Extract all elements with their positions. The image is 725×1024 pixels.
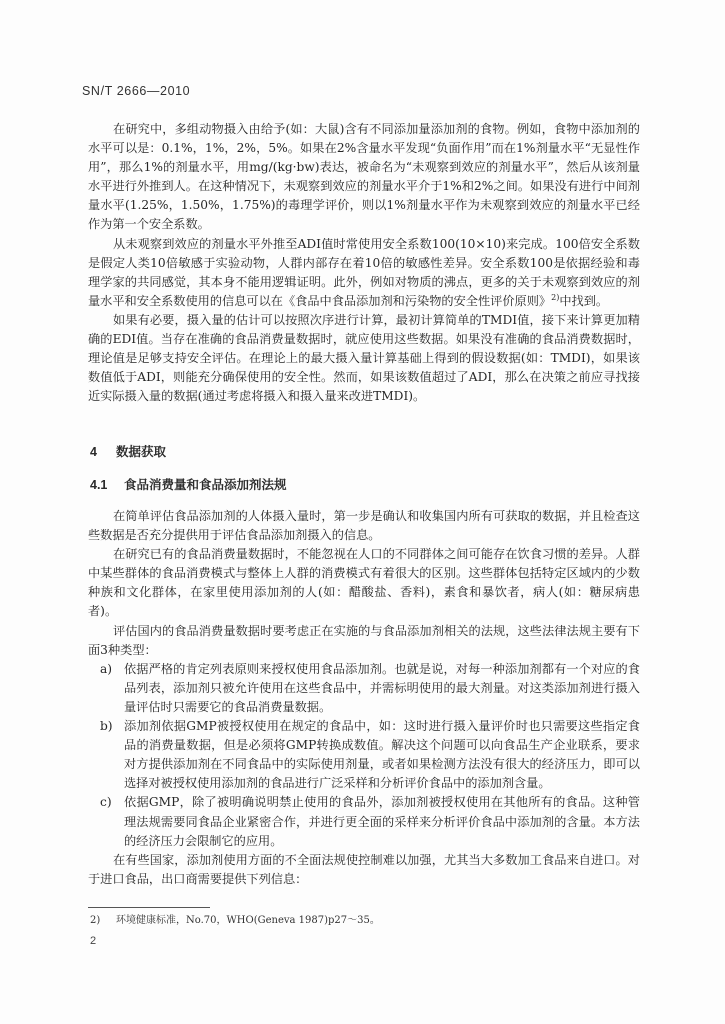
footnote-reference: 2) bbox=[551, 292, 560, 302]
standard-code-header: SN/T 2666—2010 bbox=[82, 84, 191, 98]
list-item bbox=[88, 717, 640, 793]
paragraph-imported-foods: 在有些国家，添加剂使用方面的不全面法规使控制难以加强，尤其当大多数加工食品来自进口。对于进口食品，出口商需要提供下列信息： bbox=[88, 852, 640, 886]
section-title: 食品消费量和食品添加剂法规 bbox=[124, 478, 287, 492]
paragraph-population-groups: 在研究已有的食品消费量数据时，不能忽视在人口的不同群体之间可能存在饮食习惯的差异。人群中某些群体的食品消费模式与整体上人群的消费模式有着很大的区别。这些群体包括特定区域内的少数种族和文化群体，在家里使用添加剂的人(如：醋酸盐、香料)，素食和暴饮者，病人(如：糖尿病患者)。 bbox=[88, 547, 640, 619]
paragraph-noael-study: 在研究中，多组动物摄入由给予(如：大鼠)含有不同添加量添加剂的食物。例如，食物中添加剂的水平可以是：0.1%，1%，2%，5%。如果在2%含量水平发现“负面作用”而在1%剂量水平“无显性作用”，那么1%的剂量水平，用mg/(kg·bw)表达，被命名为“未观察到效应的剂量水平”，然后从该剂量水平进行外推到人。在这种情况下，未观察到效应的剂量水平介于1%和2%之间。如果没有进行中间剂量水平(1.25%，1.50%，1.75%)的毒理学评价，则以1%剂量水平作为未观察到效应的剂量水平已经作为第一个安全系数。 bbox=[88, 122, 640, 232]
footnote-marker: 2) bbox=[90, 915, 101, 926]
section-title: 数据获取 bbox=[116, 445, 167, 459]
page-number: 2 bbox=[90, 935, 97, 947]
section-4-1-text-block bbox=[88, 507, 640, 889]
section-heading-4-1 bbox=[90, 475, 287, 493]
section-heading-4 bbox=[90, 442, 166, 460]
section-number: 4.1 bbox=[90, 478, 108, 492]
paragraph-safety-factor bbox=[88, 235, 640, 311]
footnote-text: 环境健康标准，No.70，WHO(Geneva 1987)p27～35。 bbox=[116, 915, 380, 926]
footnote bbox=[90, 914, 380, 928]
list-item bbox=[88, 793, 640, 850]
list-item-text: 依据严格的肯定列表原则来授权使用食品添加剂。也就是说，对每一种添加剂都有一个对应的食品列表，添加剂只被允许使用在这些食品中，并需标明使用的最大剂量。对这类添加剂进行摄入量评估时只需要它的食品消费量数据。 bbox=[124, 661, 640, 714]
list-item-text: 依据GMP，除了被明确说明禁止使用的食品外，添加剂被授权使用在其他所有的食品。这种管理法规需要同食品企业紧密合作，并进行更全面的采样来分析评价食品中添加剂的含量。本方法的经济压力会限制它的应用。 bbox=[124, 795, 640, 848]
paragraph-regulation-types: 评估国内的食品消费量数据时要考虑正在实施的与食品添加剂相关的法规，这些法律法规主要有下面3种类型： bbox=[88, 623, 640, 657]
list-item-label: a) bbox=[100, 661, 113, 676]
list-item-label: b) bbox=[100, 719, 113, 734]
intro-text-block bbox=[88, 120, 640, 406]
footnote-divider bbox=[88, 907, 210, 908]
paragraph-first-step: 在简单评估食品添加剂的人体摄入量时，第一步是确认和收集国内所有可获取的数据，并且检查这些数据是否充分提供用于评估食品添加剂摄入的信息。 bbox=[88, 509, 640, 543]
section-number: 4 bbox=[90, 445, 97, 459]
list-item-text: 添加剂依据GMP被授权使用在规定的食品中，如：这时进行摄入量评价时也只需要这些指定食品的消费量数据，但是必须将GMP转换成数值。解决这个问题可以向食品生产企业联系，要求对方提供添加剂在不同食品中的实际使用剂量，或者如果检测方法没有很大的经济压力，即可以选择对被授权使用添加剂的食品进行广泛采样和分析评价食品中的添加剂含量。 bbox=[124, 719, 640, 791]
paragraph-text: 从未观察到效应的剂量水平外推至ADI值时常使用安全系数100(10×10)来完成。100倍安全系数是假定人类10倍敏感于实验动物，人群内部存在着10倍的敏感性差异。安全系数100是依据经验和毒理学家的共同感觉，其本身不能用逻辑证明。此外，例如对物质的沸点，更多的关于未观察到效应的剂量水平和安全系数使用的信息可以在《食品中食品添加剂和污染物的安全性评价原则》 bbox=[88, 236, 640, 308]
list-item bbox=[88, 660, 640, 717]
paragraph-text-end: 中找到。 bbox=[559, 293, 609, 308]
list-item-label: c) bbox=[100, 795, 112, 810]
paragraph-intake-estimate: 如果有必要，摄入量的估计可以按照次序进行计算，最初计算简单的TMDI值，接下来计算更加精确的EDI值。当存在准确的食品消费量数据时，就应使用这些数据。如果没有准确的食品消费数据时，理论值是足够支持安全评估。在理论上的最大摄入量计算基础上得到的假设数据(如：TMDI)，如果该数值低于ADI，则能充分确保使用的安全性。然而，如果该数值超过了ADI，那么在决策之前应寻找接近实际摄入量的数据(通过考虑将摄入和摄入量来改进TMDI)。 bbox=[88, 312, 640, 404]
